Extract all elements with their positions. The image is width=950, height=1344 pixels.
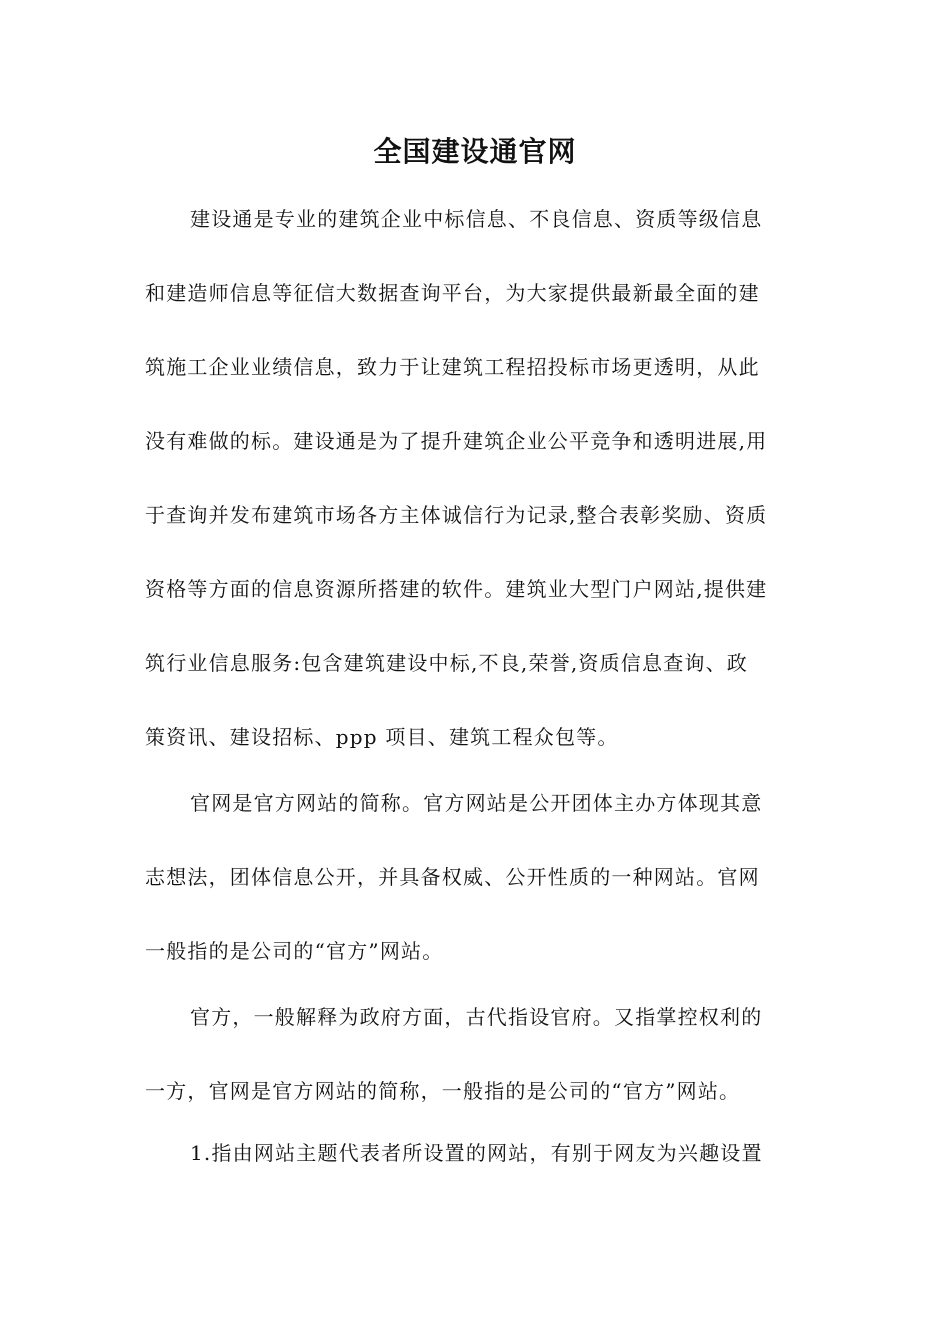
paragraph-1 — [145, 182, 807, 774]
paragraph-line: 策资讯、建设招标、ppp 项目、建筑工程众包等。 — [145, 725, 619, 749]
paragraph-line: 于查询并发布建筑市场各方主体诚信行为记录,整合表彰奖励、资质 — [145, 503, 768, 527]
paragraph-line: 资格等方面的信息资源所搭建的软件。建筑业大型门户网站,提供建 — [145, 577, 768, 601]
paragraph-2 — [145, 766, 807, 988]
paragraph-line: 志想法，团体信息公开，并具备权威、公开性质的一种网站。官网 — [145, 865, 760, 889]
paragraph-3 — [145, 980, 807, 1128]
paragraph-line: 官网是官方网站的简称。官方网站是公开团体主办方体现其意 — [190, 791, 763, 815]
paragraph-line: 1.指由网站主题代表者所设置的网站，有别于网友为兴趣设置 — [190, 1141, 763, 1165]
paragraph-line: 筑行业信息服务:包含建筑建设中标,不良,荣誉,资质信息查询、政 — [145, 651, 749, 675]
paragraph-line: 筑施工企业业绩信息，致力于让建筑工程招投标市场更透明，从此 — [145, 355, 760, 379]
paragraph-line: 没有难做的标。建设通是为了提升建筑企业公平竞争和透明进展,用 — [145, 429, 768, 453]
paragraph-line: 一般指的是公司的“官方”网站。 — [145, 939, 444, 963]
paragraph-line: 官方，一般解释为政府方面，古代指设官府。又指掌控权利的 — [190, 1005, 763, 1029]
paragraph-line: 建设通是专业的建筑企业中标信息、不良信息、资质等级信息 — [190, 207, 763, 231]
paragraph-line: 和建造师信息等征信大数据查询平台，为大家提供最新最全面的建 — [145, 281, 760, 305]
document-title: 全国建设通官网 — [373, 135, 577, 168]
paragraph-line: 一方，官网是官方网站的简称，一般指的是公司的“官方”网站。 — [145, 1079, 741, 1103]
paragraph-4 — [145, 1116, 807, 1190]
